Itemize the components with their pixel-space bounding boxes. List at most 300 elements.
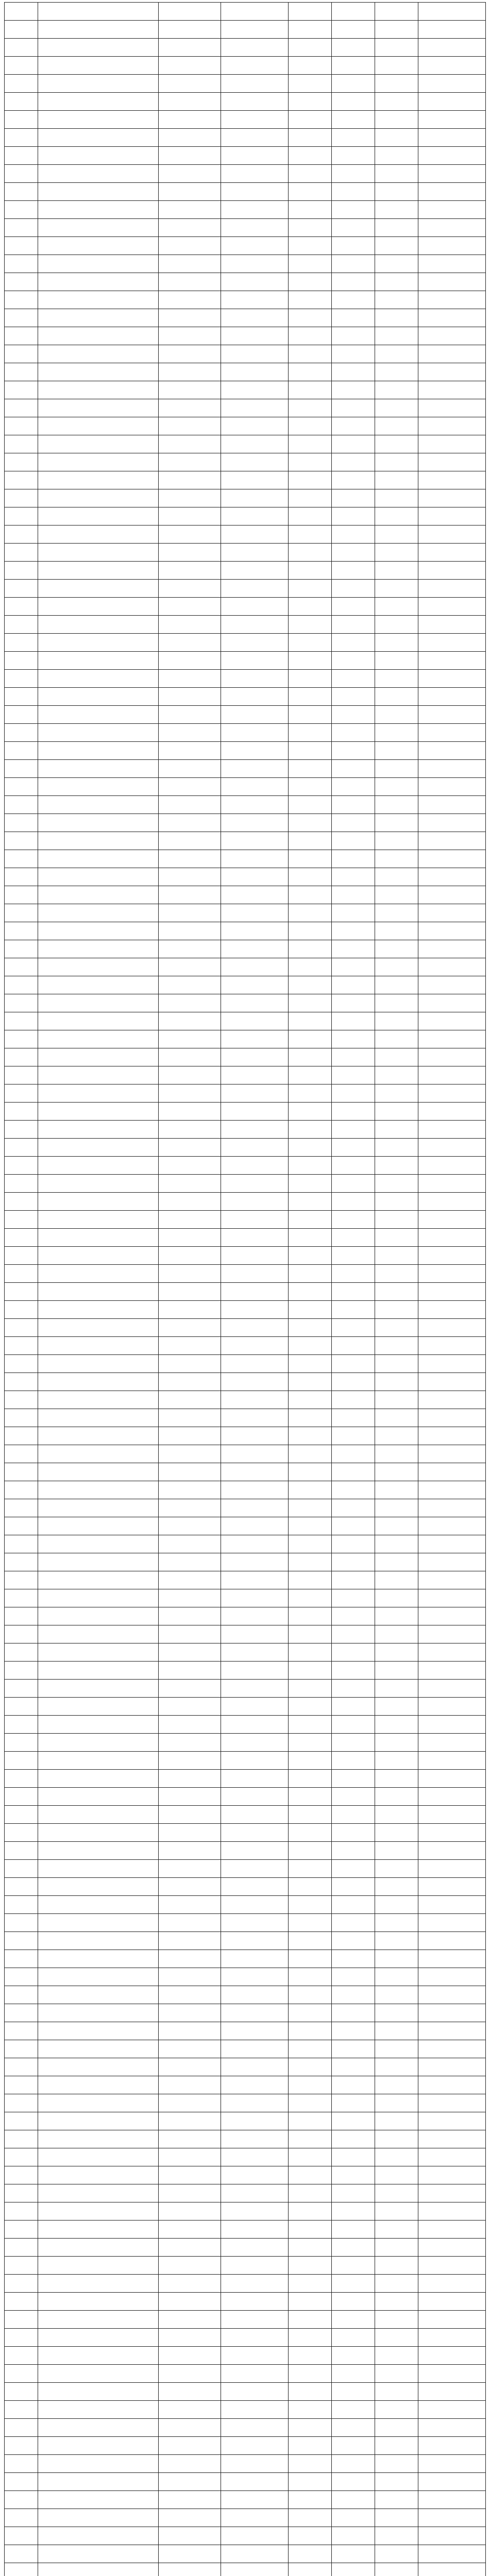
table-cell — [221, 1878, 289, 1896]
table-cell — [289, 1517, 332, 1535]
table-cell — [38, 2058, 159, 2076]
table-cell — [332, 796, 375, 814]
table-cell — [158, 1445, 221, 1463]
table-cell — [5, 2148, 38, 2166]
table-cell — [5, 219, 38, 237]
table-cell — [5, 1301, 38, 1319]
table-cell — [289, 2401, 332, 2419]
table-cell — [289, 616, 332, 634]
table-row — [5, 2221, 486, 2239]
table-cell — [289, 255, 332, 273]
table-cell — [5, 1391, 38, 1409]
table-row — [5, 1247, 486, 1265]
table-cell — [418, 507, 486, 526]
table-cell — [375, 1499, 418, 1517]
table-cell — [289, 1409, 332, 1427]
table-cell — [375, 562, 418, 580]
table-cell — [158, 1030, 221, 1048]
table-cell — [289, 2545, 332, 2563]
table-cell — [38, 2004, 159, 2022]
table-cell — [332, 471, 375, 489]
table-cell — [38, 417, 159, 435]
table-cell — [332, 2401, 375, 2419]
table-cell — [375, 1589, 418, 1607]
table-cell — [289, 2257, 332, 2275]
table-cell — [289, 2148, 332, 2166]
table-cell — [5, 1139, 38, 1157]
table-cell — [289, 580, 332, 598]
table-cell — [38, 778, 159, 796]
table-row — [5, 1589, 486, 1607]
table-cell — [158, 2509, 221, 2527]
table-cell — [38, 922, 159, 940]
table-cell — [158, 670, 221, 688]
table-cell — [38, 2148, 159, 2166]
table-cell — [418, 2148, 486, 2166]
table-cell — [289, 309, 332, 327]
table-row — [5, 2329, 486, 2347]
table-cell — [221, 1770, 289, 1788]
table-cell — [158, 273, 221, 291]
table-cell — [5, 2383, 38, 2401]
table-cell — [289, 1211, 332, 1229]
table-cell — [5, 2022, 38, 2040]
table-cell — [375, 832, 418, 850]
table-cell — [375, 1698, 418, 1716]
table-cell — [375, 2545, 418, 2563]
table-cell — [221, 1247, 289, 1265]
table-cell — [38, 1842, 159, 1860]
table-row — [5, 1481, 486, 1499]
table-cell — [332, 670, 375, 688]
table-cell — [38, 1914, 159, 1932]
table-cell — [38, 1229, 159, 1247]
table-cell — [38, 489, 159, 507]
table-cell — [289, 39, 332, 57]
table-cell — [158, 1103, 221, 1121]
table-row — [5, 1391, 486, 1409]
table-cell — [332, 2148, 375, 2166]
table-cell — [375, 760, 418, 778]
table-cell — [332, 1517, 375, 1535]
table-cell — [5, 2437, 38, 2455]
table-cell — [375, 111, 418, 129]
table-cell — [158, 850, 221, 868]
table-cell — [418, 2401, 486, 2419]
table-cell — [158, 1535, 221, 1553]
table-cell — [332, 1391, 375, 1409]
table-cell — [38, 399, 159, 417]
table-cell — [158, 1770, 221, 1788]
table-cell — [38, 796, 159, 814]
table-cell — [221, 219, 289, 237]
table-cell — [158, 1643, 221, 1662]
table-cell — [221, 1607, 289, 1625]
table-cell — [289, 183, 332, 201]
table-cell — [158, 1788, 221, 1806]
table-cell — [5, 796, 38, 814]
table-cell — [418, 976, 486, 994]
table-cell — [375, 616, 418, 634]
table-cell — [418, 2437, 486, 2455]
table-cell — [375, 2419, 418, 2437]
table-cell — [38, 760, 159, 778]
table-cell — [289, 1283, 332, 1301]
table-cell — [221, 706, 289, 724]
table-cell — [158, 1932, 221, 1950]
table-cell — [221, 453, 289, 471]
table-cell — [289, 2239, 332, 2257]
table-cell — [221, 760, 289, 778]
table-cell — [332, 2365, 375, 2383]
table-cell — [158, 1247, 221, 1265]
table-cell — [38, 1517, 159, 1535]
table-cell — [289, 868, 332, 886]
table-cell — [289, 1968, 332, 1986]
table-row — [5, 1752, 486, 1770]
table-cell — [332, 2184, 375, 2202]
table-cell — [5, 2130, 38, 2148]
table-row — [5, 219, 486, 237]
table-cell — [289, 1427, 332, 1445]
table-cell — [221, 1157, 289, 1175]
table-cell — [38, 1247, 159, 1265]
table-cell — [289, 129, 332, 147]
table-cell — [289, 778, 332, 796]
table-cell — [289, 940, 332, 958]
table-cell — [38, 1680, 159, 1698]
inventory-table — [4, 2, 486, 2576]
table-cell — [289, 796, 332, 814]
table-cell — [332, 21, 375, 39]
table-cell — [375, 363, 418, 381]
table-cell — [332, 598, 375, 616]
table-cell — [38, 598, 159, 616]
table-cell — [418, 1265, 486, 1283]
table-cell — [5, 507, 38, 526]
table-cell — [289, 1355, 332, 1373]
table-cell — [5, 2329, 38, 2347]
table-cell — [5, 147, 38, 165]
table-cell — [289, 2491, 332, 2509]
table-cell — [332, 129, 375, 147]
table-cell — [418, 1842, 486, 1860]
table-cell — [418, 940, 486, 958]
table-cell — [158, 2166, 221, 2184]
table-cell — [289, 2311, 332, 2329]
table-cell — [158, 1337, 221, 1355]
table-cell — [5, 39, 38, 57]
table-cell — [332, 417, 375, 435]
table-cell — [221, 2329, 289, 2347]
table-cell — [38, 724, 159, 742]
table-cell — [221, 580, 289, 598]
table-cell — [375, 1968, 418, 1986]
table-cell — [38, 1950, 159, 1968]
table-cell — [418, 1319, 486, 1337]
table-cell — [418, 1030, 486, 1048]
table-cell — [418, 1896, 486, 1914]
table-cell — [289, 2004, 332, 2022]
table-cell — [289, 2202, 332, 2221]
table-cell — [332, 922, 375, 940]
table-cell — [38, 2257, 159, 2275]
table-row — [5, 778, 486, 796]
table-cell — [38, 219, 159, 237]
table-cell — [332, 1932, 375, 1950]
table-cell — [221, 850, 289, 868]
table-cell — [332, 327, 375, 345]
table-cell — [38, 345, 159, 363]
table-cell — [289, 1084, 332, 1103]
table-cell — [158, 1121, 221, 1139]
table-row — [5, 940, 486, 958]
table-cell — [221, 1265, 289, 1283]
table-cell — [221, 1752, 289, 1770]
table-cell — [418, 886, 486, 904]
table-cell — [289, 1860, 332, 1878]
table-cell — [332, 1806, 375, 1824]
table-cell — [38, 616, 159, 634]
table-cell — [418, 2527, 486, 2545]
table-cell — [332, 2455, 375, 2473]
table-cell — [418, 381, 486, 399]
table-cell — [375, 1607, 418, 1625]
table-cell — [158, 2401, 221, 2419]
table-cell — [289, 886, 332, 904]
table-cell — [38, 2347, 159, 2365]
table-cell — [5, 2202, 38, 2221]
table-cell — [289, 507, 332, 526]
table-cell — [5, 381, 38, 399]
table-cell — [375, 958, 418, 976]
table-cell — [375, 2437, 418, 2455]
table-cell — [221, 2094, 289, 2112]
table-cell — [418, 1012, 486, 1030]
table-cell — [5, 2509, 38, 2527]
table-cell — [332, 2130, 375, 2148]
table-cell — [332, 1193, 375, 1211]
table-cell — [289, 1499, 332, 1517]
table-cell — [38, 652, 159, 670]
table-cell — [289, 381, 332, 399]
table-cell — [332, 1445, 375, 1463]
table-cell — [375, 2058, 418, 2076]
table-cell — [5, 2419, 38, 2437]
table-cell — [38, 904, 159, 922]
table-cell — [375, 1445, 418, 1463]
table-cell — [418, 2130, 486, 2148]
table-cell — [5, 2221, 38, 2239]
table-row — [5, 75, 486, 93]
table-row — [5, 1337, 486, 1355]
table-cell — [221, 922, 289, 940]
table-cell — [332, 1680, 375, 1698]
table-row — [5, 1175, 486, 1193]
table-row — [5, 1427, 486, 1445]
table-cell — [289, 1175, 332, 1193]
table-cell — [332, 994, 375, 1012]
table-cell — [289, 1680, 332, 1698]
table-cell — [418, 453, 486, 471]
table-row — [5, 2491, 486, 2509]
table-cell — [158, 2094, 221, 2112]
table-row — [5, 417, 486, 435]
table-cell — [289, 471, 332, 489]
table-cell — [418, 1373, 486, 1391]
table-cell — [375, 219, 418, 237]
table-cell — [418, 616, 486, 634]
table-cell — [375, 1734, 418, 1752]
table-cell — [375, 57, 418, 75]
table-cell — [221, 904, 289, 922]
table-cell — [418, 1770, 486, 1788]
table-cell — [158, 724, 221, 742]
table-cell — [221, 2058, 289, 2076]
table-cell — [375, 868, 418, 886]
table-cell — [375, 2455, 418, 2473]
table-cell — [5, 1662, 38, 1680]
table-cell — [221, 2473, 289, 2491]
table-cell — [221, 1986, 289, 2004]
table-cell — [375, 544, 418, 562]
table-cell — [5, 1788, 38, 1806]
table-row — [5, 796, 486, 814]
table-cell — [38, 39, 159, 57]
table-cell — [418, 2311, 486, 2329]
table-row — [5, 1896, 486, 1914]
table-cell — [289, 598, 332, 616]
table-cell — [375, 922, 418, 940]
table-cell — [158, 1553, 221, 1571]
table-cell — [332, 850, 375, 868]
table-cell — [332, 2166, 375, 2184]
table-cell — [332, 814, 375, 832]
table-cell — [332, 2094, 375, 2112]
table-cell — [5, 2257, 38, 2275]
table-cell — [158, 832, 221, 850]
table-cell — [38, 2491, 159, 2509]
table-cell — [332, 1229, 375, 1247]
table-cell — [289, 724, 332, 742]
table-cell — [289, 1066, 332, 1084]
table-cell — [221, 868, 289, 886]
table-cell — [5, 1517, 38, 1535]
table-cell — [221, 2419, 289, 2437]
table-cell — [375, 2491, 418, 2509]
table-cell — [375, 435, 418, 453]
table-cell — [289, 2166, 332, 2184]
table-cell — [418, 1716, 486, 1734]
table-cell — [418, 688, 486, 706]
table-cell — [375, 598, 418, 616]
table-cell — [158, 1084, 221, 1103]
table-cell — [332, 634, 375, 652]
table-cell — [5, 1734, 38, 1752]
table-cell — [38, 976, 159, 994]
table-cell — [289, 2076, 332, 2094]
table-cell — [332, 345, 375, 363]
table-cell — [158, 2202, 221, 2221]
table-cell — [418, 39, 486, 57]
table-cell — [375, 1788, 418, 1806]
table-row — [5, 147, 486, 165]
table-cell — [221, 2166, 289, 2184]
table-cell — [5, 958, 38, 976]
table-cell — [158, 562, 221, 580]
table-cell — [38, 670, 159, 688]
table-cell — [289, 1535, 332, 1553]
table-cell — [221, 652, 289, 670]
table-row — [5, 255, 486, 273]
table-row — [5, 1517, 486, 1535]
table-cell — [38, 1030, 159, 1048]
table-row — [5, 489, 486, 507]
table-cell — [289, 958, 332, 976]
table-row — [5, 760, 486, 778]
table-cell — [418, 1788, 486, 1806]
table-cell — [38, 1932, 159, 1950]
table-cell — [5, 3, 38, 21]
table-cell — [158, 2022, 221, 2040]
table-cell — [158, 616, 221, 634]
table-cell — [289, 1752, 332, 1770]
table-cell — [221, 291, 289, 309]
table-cell — [375, 75, 418, 93]
table-cell — [38, 165, 159, 183]
table-cell — [5, 1121, 38, 1139]
table-cell — [38, 2437, 159, 2455]
table-cell — [38, 2527, 159, 2545]
table-cell — [221, 1283, 289, 1301]
table-cell — [221, 2347, 289, 2365]
table-cell — [375, 183, 418, 201]
table-row — [5, 2473, 486, 2491]
table-cell — [38, 2221, 159, 2239]
table-cell — [418, 1643, 486, 1662]
table-cell — [158, 1175, 221, 1193]
table-cell — [221, 2004, 289, 2022]
table-cell — [221, 1337, 289, 1355]
table-cell — [289, 453, 332, 471]
table-cell — [332, 1770, 375, 1788]
table-row — [5, 562, 486, 580]
table-cell — [221, 1409, 289, 1427]
table-cell — [158, 1265, 221, 1283]
table-cell — [38, 1427, 159, 1445]
table-cell — [5, 706, 38, 724]
table-cell — [375, 1806, 418, 1824]
table-cell — [221, 255, 289, 273]
table-cell — [375, 1121, 418, 1139]
table-cell — [332, 2545, 375, 2563]
table-cell — [158, 399, 221, 417]
table-cell — [289, 1373, 332, 1391]
table-cell — [38, 237, 159, 255]
table-cell — [5, 1373, 38, 1391]
table-cell — [418, 742, 486, 760]
table-cell — [5, 1535, 38, 1553]
table-row — [5, 1229, 486, 1247]
table-cell — [158, 111, 221, 129]
table-cell — [38, 1265, 159, 1283]
table-cell — [418, 2365, 486, 2383]
table-row — [5, 327, 486, 345]
table-cell — [375, 1770, 418, 1788]
table-cell — [332, 1048, 375, 1066]
table-cell — [375, 3, 418, 21]
table-cell — [5, 2184, 38, 2202]
